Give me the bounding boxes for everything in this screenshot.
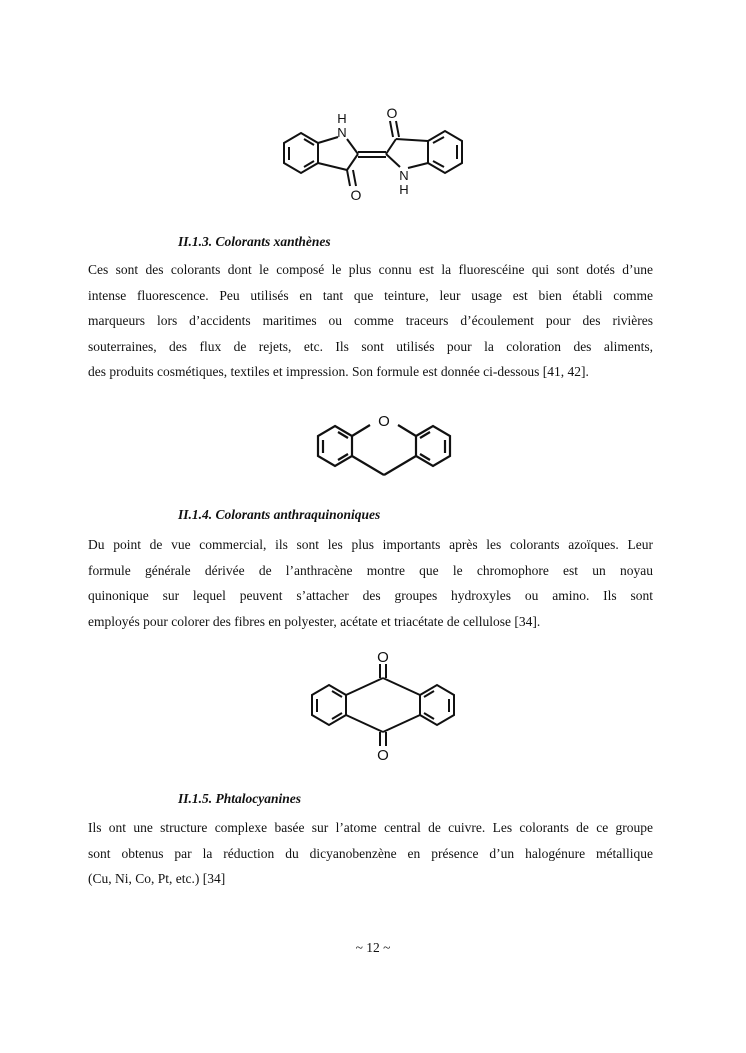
section-heading-xanthenes: II.1.3. Colorants xanthènes: [178, 234, 331, 249]
page-number: ~ 12 ~: [355, 940, 391, 955]
paragraph-line: Ces sont des colorants dont le composé le plus connu est la fluorescéine qui sont dotés d’une: [88, 262, 653, 277]
paragraph-line: marqueurs lors d’accidents maritimes ou comme traceurs d’écoulement pour des rivières: [88, 313, 653, 329]
paragraph-line: intense fluorescence. Peu utilisés en tant que teinture, leur usage est bien établi comme: [88, 287, 653, 303]
indigo-atom-o-bottom: O: [350, 187, 362, 203]
paragraph-line: employés pour colorer des fibres en polyester, acétate et triacétate de cellulose [34].: [88, 613, 541, 629]
paragraph-line: des produits cosmétiques, textiles et impression. Son formule est donnée ci-dessous [41, 42].: [88, 364, 589, 380]
anthraquinone-atom-o-bottom: O: [377, 747, 389, 764]
paragraph-anthraquinones: [88, 532, 653, 634]
paragraph-line: formule générale dérivée de l’anthracène montre que le chromophore est un noyau: [88, 562, 653, 578]
paragraph-line: quinonique sur lequel peuvent s’attacher des groupes hydroxyles ou amino. Ils sont: [88, 588, 653, 604]
indigo-atom-h-top: H: [337, 111, 347, 126]
paragraph-line: (Cu, Ni, Co, Pt, etc.) [34]: [88, 871, 226, 887]
indigo-atom-o-top: O: [386, 105, 398, 121]
indigo-atom-n-bottom: N: [399, 168, 409, 183]
indigo-structure-figure: [268, 100, 483, 205]
anthraquinone-structure-figure: [306, 646, 460, 764]
paragraph-line: souterraines, des flux de rejets, etc. Ils sont utilisés pour la coloration des aliments,: [88, 338, 653, 354]
paragraph-line: Ils ont une structure complexe basée sur l’atome central de cuivre. Les colorants de ce groupe: [88, 820, 653, 835]
paragraph-xanthenes: [88, 257, 653, 385]
xanthene-atom-o: O: [378, 413, 390, 430]
paragraph-line: sont obtenus par la réduction du dicyanobenzène en présence d’un halogénure métallique: [88, 845, 653, 861]
section-heading-phtalocyanines: II.1.5. Phtalocyanines: [178, 791, 302, 806]
section-heading-anthraquinones: II.1.4. Colorants anthraquinoniques: [178, 507, 381, 522]
paragraph-line: Du point de vue commercial, ils sont les plus importants après les colorants azoïques. Leur: [88, 537, 653, 552]
indigo-atom-n-top: N: [337, 125, 347, 140]
paragraph-phtalocyanines: [88, 815, 653, 892]
indigo-atom-h-bottom: H: [399, 182, 409, 197]
xanthene-structure-figure: [312, 412, 460, 482]
anthraquinone-atom-o-top: O: [377, 649, 389, 666]
